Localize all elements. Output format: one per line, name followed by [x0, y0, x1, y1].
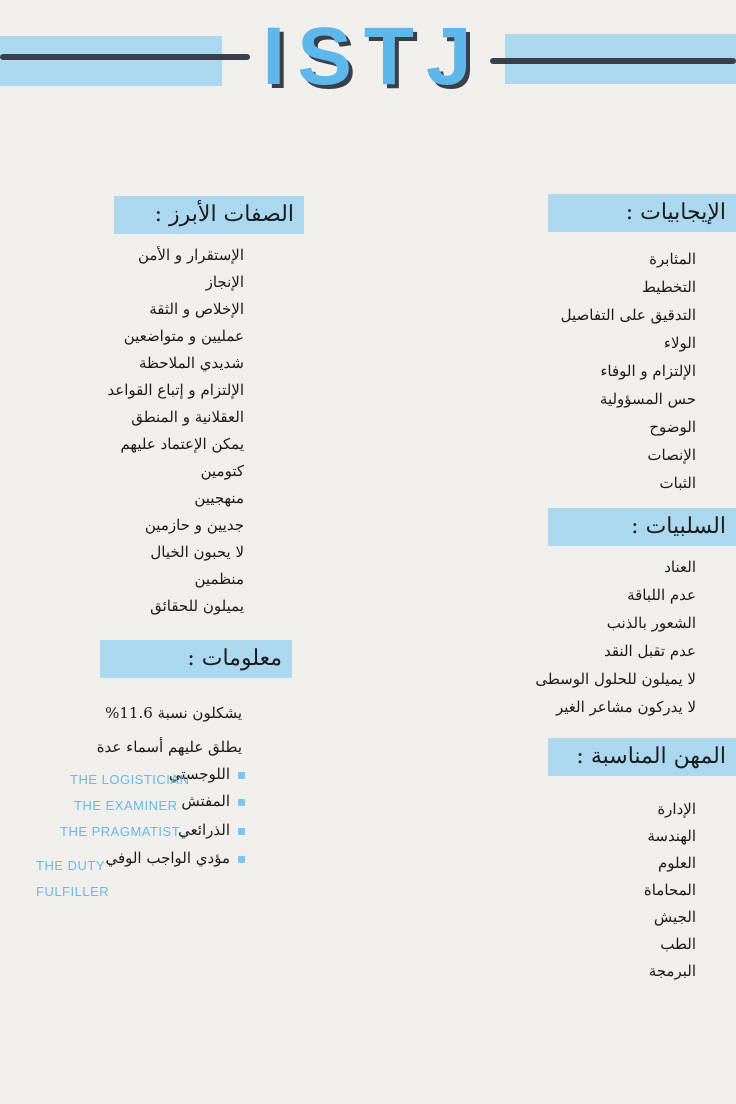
list-item: الإدارة	[657, 800, 696, 818]
list-item: عدم اللباقة	[627, 586, 696, 604]
list-item: منظمين	[194, 570, 244, 588]
list-item: يميلون للحقائق	[150, 597, 244, 615]
list-item: منهجيين	[194, 489, 244, 507]
percentage-line: يشكلون نسبة 11.6%	[105, 704, 242, 722]
list-item: العلوم	[658, 854, 696, 872]
list-item: البرمجة	[648, 962, 696, 980]
traits-list	[44, 246, 244, 624]
title-stroke-left	[0, 54, 250, 60]
traits-heading: الصفات الأبرز :	[114, 196, 304, 234]
list-item: شديدي الملاحظة	[139, 354, 244, 372]
title-stroke-right	[490, 58, 736, 64]
list-item: الجيش	[653, 908, 696, 926]
list-item: عمليين و متواضعين	[123, 327, 244, 345]
list-item: الطب	[660, 935, 696, 953]
negatives-list	[476, 558, 696, 726]
list-item: الثبات	[659, 474, 696, 492]
positives-list	[496, 250, 696, 502]
list-item: الولاء	[663, 334, 696, 352]
negatives-heading: السلبيات :	[548, 508, 736, 546]
careers-list	[516, 800, 696, 989]
list-item: الإستقرار و الأمن	[137, 246, 244, 264]
list-item: العقلانية و المنطق	[131, 408, 244, 426]
list-item: الإلتزام و الوفاء	[600, 362, 696, 380]
list-item: الإلتزام و إتباع القواعد	[107, 381, 244, 399]
list-item: الوضوح	[649, 418, 696, 436]
name-ar-duty-fulfiller: مؤدي الواجب الوفي	[105, 849, 230, 867]
bullet-icon	[238, 772, 245, 779]
list-item: كتومين	[200, 462, 244, 480]
list-item: التدقيق على التفاصيل	[560, 306, 696, 324]
list-item: حس المسؤولية	[599, 390, 696, 408]
names-intro: يطلق عليهم أسماء عدة	[96, 738, 242, 756]
bullet-icon	[238, 856, 245, 863]
list-item: لا يحبون الخيال	[150, 543, 244, 561]
positives-heading: الإيجابيات :	[548, 194, 736, 232]
list-item: المثابرة	[649, 250, 696, 268]
title-bar-left	[0, 36, 222, 86]
list-item: لا يميلون للحلول الوسطى	[535, 670, 696, 688]
list-item: الإنجاز	[205, 273, 244, 291]
name-ar-pragmatist: الذرائعي	[178, 821, 230, 839]
list-item: المحاماة	[643, 881, 696, 899]
name-en-pragmatist: THE PRAGMATIST	[60, 824, 181, 839]
list-item: الهندسة	[647, 827, 696, 845]
name-en-duty-fulfiller-2: FULFILLER	[36, 884, 110, 899]
list-item: لا يدركون مشاعر الغير	[555, 698, 696, 716]
list-item: جديين و حازمين	[144, 516, 244, 534]
list-item: التخطيط	[641, 278, 696, 296]
name-en-logistician: THE LOGISTICIAN	[70, 772, 190, 787]
name-ar-logistician: اللوجستي	[168, 765, 230, 783]
name-en-duty-fulfiller-1: THE DUTY	[36, 858, 105, 873]
list-item: الإخلاص و الثقة	[149, 300, 244, 318]
bullet-icon	[238, 799, 245, 806]
bullet-icon	[238, 828, 245, 835]
list-item: الشعور بالذنب	[606, 614, 696, 632]
info-heading: معلومات :	[100, 640, 292, 678]
list-item: عدم تقبل النقد	[603, 642, 696, 660]
list-item: يمكن الإعتماد عليهم	[120, 435, 244, 453]
page-title: ISTJ	[262, 11, 484, 102]
careers-heading: المهن المناسبة :	[548, 738, 736, 776]
list-item: الإنصات	[647, 446, 696, 464]
name-en-examiner: THE EXAMINER	[74, 798, 178, 813]
name-ar-examiner: المفتش	[181, 792, 230, 810]
list-item: العناد	[664, 558, 696, 576]
